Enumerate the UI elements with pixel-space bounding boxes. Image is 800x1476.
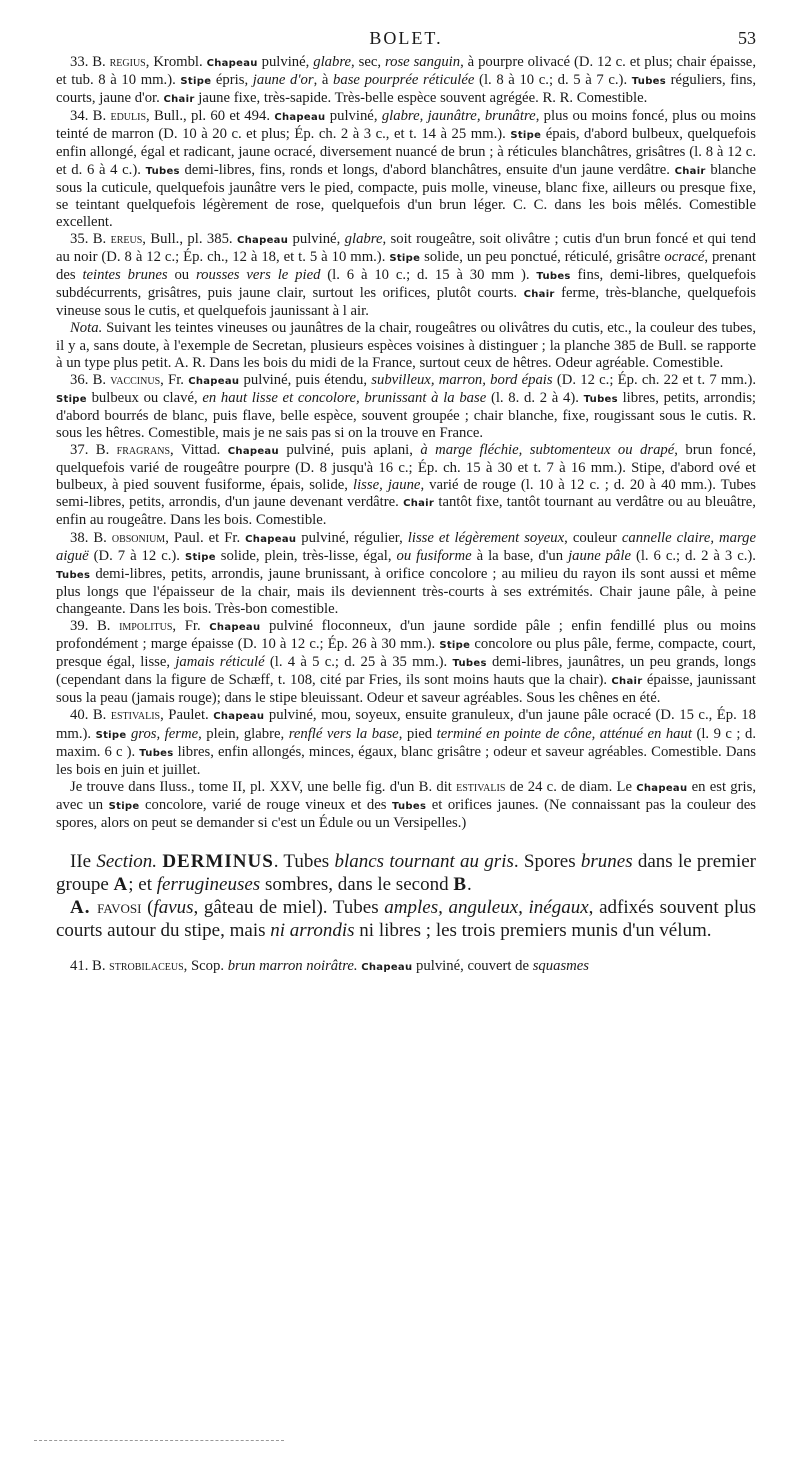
italic-text: lisse et légèrement soyeux <box>407 529 565 546</box>
organ-keyword: Chapeau <box>245 533 297 545</box>
italic-text: brun marron noirâtre. <box>227 958 358 975</box>
text-run: , gâteau de miel). Tubes <box>193 897 385 919</box>
section-intro <box>56 850 756 896</box>
organ-keyword: Stipe <box>184 551 216 563</box>
organ-keyword: Chair <box>674 165 706 177</box>
text-run: ni libres ; les trois premiers munis d'un vélum. <box>354 920 712 942</box>
species-epithet: fragrans <box>116 442 171 459</box>
italic-text: rousses vers le pied <box>196 267 321 284</box>
organ-keyword: Chair <box>403 498 435 510</box>
species-epithet: strobilaceus <box>109 958 184 975</box>
text-run: (D. 12 c.; Ép. ch. 22 et t. 7 mm.). <box>552 371 757 388</box>
italic-text: ou fusiforme <box>396 547 472 564</box>
italic-text: ocracé <box>664 249 705 266</box>
text-run: et orifices jaunes. (Ne connaissant pas la couleur des spores, alors on peut se demander si c'est un Édule ou un Versipelles.) <box>56 796 757 832</box>
note-paragraph <box>56 320 756 371</box>
italic-text: glabre, jaunâtre, brunâtre <box>381 108 536 125</box>
section-heading-text: A. <box>70 897 98 919</box>
text-run: , Paul. et Fr. <box>165 529 246 546</box>
organ-keyword: Tubes <box>631 76 666 88</box>
text-run: ou <box>167 267 196 284</box>
organ-keyword: Tubes <box>536 271 571 283</box>
species-entry-34 <box>56 108 756 231</box>
text-run: IIe <box>70 851 97 873</box>
text-run: libres, petits, arrondis; d'abord bourrés de blanc, puis flave, belle espèce, souvent groupée ; chair blanche, fixe, rougissant sous le cutis. R. sous les hêtres. Comestible, mais je ne sais pas si on la trouve en France. <box>56 389 756 441</box>
text-run: pulviné, mou, soyeux, ensuite granuleux, d'un jaune pâle ocracé (D. 15 c., Ép. 18 mm.). <box>56 707 756 742</box>
species-epithet: regius <box>109 54 146 70</box>
species-entry-36 <box>56 372 756 442</box>
text-run: en est gris, avec un <box>56 778 756 813</box>
text-run: , couleur <box>564 529 622 546</box>
organ-keyword: Chair <box>523 289 555 301</box>
text-run: (D. 7 à 12 c.). <box>88 547 185 564</box>
organ-keyword: Stipe <box>439 640 471 652</box>
italic-text: rose sanguin <box>384 54 461 70</box>
text-run: 38. B. <box>70 529 112 546</box>
text-run: concolore, varié de rouge vineux et des <box>139 796 392 813</box>
text-run: . Tubes <box>273 851 335 873</box>
species-epithet: edulis <box>110 108 147 125</box>
italic-text: blancs tournant au gris <box>334 851 514 873</box>
text-run: épais, d'abord bulbeux, quelquefois enfin allongé, égal et radicant, jaune ocracé, diversement nuancé de brun ; à réticules blanchâtres, grisâtres (l. 8 à 12 c. et d. 6 à 4 c.). <box>56 126 756 178</box>
text-run: pulviné floconneux, d'un jaune sordide pâle ; enfin fendillé plus ou moins profondément ; marge épaisse (D. 10 à 12 c.; Ép. 26 à 30 mm.). <box>56 618 757 653</box>
species-entry-33 <box>56 54 756 108</box>
organ-keyword: Chapeau <box>209 622 261 633</box>
text-run: 39. B. <box>70 618 120 634</box>
footer-rule <box>34 1440 284 1441</box>
organ-keyword: Chapeau <box>237 234 289 246</box>
species-entry-38 <box>56 530 756 618</box>
organ-keyword: Tubes <box>139 747 174 759</box>
species-entry-41 <box>56 958 756 976</box>
organ-keyword: Chapeau <box>636 782 688 794</box>
text-run: demi-libres, fins, ronds et longs, d'abord blanchâtres, ensuite d'un jaune verdâtre. <box>179 161 675 178</box>
text-run: de 24 c. de diam. Le <box>505 778 637 795</box>
running-title: BOLET. <box>369 28 443 48</box>
organ-keyword: Tubes <box>145 165 180 177</box>
text-run: réguliers, fins, courts, jaune d'or. <box>56 72 756 107</box>
text-run: , soit rougeâtre, soit olivâtre ; cutis d'un brun foncé et qui tend au noir (D. 8 à 12 c.; Ép. ch., 12 à 18, et t. 5 à 10 mm.). <box>56 230 756 266</box>
text-run: (l. 4 à 5 c.; d. 25 à 35 mm.). <box>264 654 453 671</box>
text-run: , Fr. <box>172 618 210 634</box>
italic-text: renflé vers la base <box>288 725 399 742</box>
species-epithet: impolitus <box>119 618 173 634</box>
organ-keyword: Chapeau <box>206 58 258 69</box>
text-run: (l. 6 à 10 c.; d. 15 à 30 mm ). <box>320 267 537 284</box>
organ-keyword: Stipe <box>108 800 140 812</box>
text-run: , plus ou moins foncé, plus ou moins teinté de marron (D. 10 à 20 c. et plus; Ép. ch. 2 à 3 c., et t. 14 à 25 mm.). <box>56 108 757 143</box>
species-entries <box>56 54 756 832</box>
text-run: , Bull., pl. 385. <box>142 230 237 247</box>
text-run: solide, plein, très-lisse, égal, <box>215 547 397 564</box>
text-run: épris, <box>211 72 253 89</box>
text-run: , Fr. <box>160 371 189 388</box>
text-run: pulviné, puis aplani, <box>278 442 421 459</box>
section-heading-text: DERMINUS <box>162 851 274 873</box>
text-run: , adfixés souvent plus courts autour du stipe, mais <box>56 897 756 942</box>
text-run: 35. B. <box>70 230 111 247</box>
species-epithet: ereus <box>110 230 143 247</box>
text-run: , prenant des <box>56 249 757 284</box>
italic-text: subvilleux, marron, bord épais <box>371 371 553 388</box>
text-run: tantôt fixe, tantôt tournant au verdâtre ou au bleuâtre, enfin au rougeâtre. Dans les bois. Comestible. <box>56 494 756 529</box>
species-epithet: favosi <box>97 897 142 919</box>
italic-text: glabre <box>344 230 383 247</box>
organ-keyword: Chair <box>163 94 195 106</box>
italic-text: amples, anguleux, inégaux <box>384 897 589 919</box>
text-run: jaune fixe, très-sapide. Très-belle espèce souvent agrégée. R. R. Comestible. <box>194 90 648 107</box>
text-run: pulviné, régulier, <box>296 529 408 546</box>
text-run: ( <box>141 897 154 919</box>
note-paragraph <box>56 779 756 832</box>
organ-keyword: Chapeau <box>274 112 326 124</box>
text-run: pulviné, <box>325 108 382 125</box>
text-run: Suivant les teintes vineuses ou jaunâtres de la chair, rougeâtres ou olivâtres du cutis, etc., la couleur des tubes, il y a, sans doute, à l'exemple de Secretan, plusieurs espèces voisines à distinguer ; la planche 385 de Bull. se rapporte à un type plus petit. A. R. Dans les bois du midi de la France, surtout ceux de hêtres. Odeur agréable. Comestible. <box>56 320 756 371</box>
organ-keyword: Stipe <box>56 393 87 405</box>
text-run: blanche sous la cuticule, quelquefois jaunâtre vers le pied, compacte, puis molle, vineuse, blanc fixe, ailleurs ou presque fixe, se teintant quelquefois légèrement de rose, quelquefois d'un brun léger. C. C. dans les bois mêlés. Comestible excellent. <box>56 161 757 230</box>
italic-text: ni arrondis <box>270 920 355 942</box>
organ-keyword: Chapeau <box>361 962 413 974</box>
text-run: . <box>467 874 472 896</box>
text-run: , plein, glabre, <box>198 725 289 742</box>
italic-text: en haut lisse et concolore, brunissant à la base <box>202 389 487 406</box>
text-run: pulviné, couvert de <box>412 958 533 975</box>
text-run: libres, enfin allongés, minces, égaux, blanc grisâtre ; odeur et saveur agréables. Comestible. Dans les bois en juin et juillet. <box>56 743 757 778</box>
italic-text: ferrugineuses <box>156 874 261 896</box>
text-run: à la base, d'un <box>471 547 569 564</box>
organ-keyword: Tubes <box>583 393 618 405</box>
organ-keyword: Chapeau <box>227 446 279 458</box>
page-header <box>56 0 756 54</box>
italic-text: Section. <box>96 851 158 873</box>
italic-text: glabre <box>313 54 352 70</box>
text-run: 41. B. <box>70 958 110 975</box>
italic-text: teintes brunes <box>82 267 168 284</box>
text-run: ferme, très-blanche, quelquefois vineuse sous le cutis, et quelquefois jaunissant à l air. <box>56 285 756 320</box>
organ-keyword: Chair <box>611 676 643 688</box>
organ-keyword: Chapeau <box>213 711 265 723</box>
organ-keyword: Tubes <box>56 569 91 581</box>
italic-text: cannelle claire, marge aiguë <box>56 529 757 564</box>
text-run: Je trouve dans Iluss., tome II, pl. XXV, une belle fig. d'un B. dit <box>70 778 457 795</box>
text-run: fins, demi-libres, quelquefois subdécurrents, grisâtres, puis jaune clair, surtout les orifices, plutôt courts. <box>56 267 756 302</box>
italic-text: jaune d'or <box>252 72 314 89</box>
species-entry-39 <box>56 618 756 707</box>
text-run: sombres, dans le second <box>260 874 454 896</box>
species-entry-37 <box>56 442 756 529</box>
italic-text: squasmes <box>532 958 590 975</box>
text-run: , Vittad. <box>170 442 228 459</box>
organ-keyword: Stipe <box>389 253 421 265</box>
group-a-description <box>56 896 756 942</box>
text-run: 34. B. <box>70 108 111 125</box>
species-epithet: estivalis <box>456 778 506 795</box>
italic-text: terminé en pointe de cône, atténué en haut <box>436 725 692 742</box>
organ-keyword: Stipe <box>95 729 127 741</box>
text-run: , sec, <box>351 54 385 70</box>
text-run: , à <box>313 72 334 89</box>
text-run: 36. B. <box>70 371 111 388</box>
text-run: , pied <box>398 725 437 742</box>
italic-text: favus <box>153 897 194 919</box>
species-epithet: estivalis <box>110 707 161 724</box>
text-run: épaisse, jaunissant sous la peau (jamais rouge); dans le stipe bleuissant. Odeur et saveur agréables. Sous les chênes en été. <box>56 672 757 707</box>
organ-keyword: Tubes <box>452 658 487 670</box>
text-run: dans le premier groupe <box>56 851 757 896</box>
organ-keyword: Chapeau <box>188 375 240 387</box>
text-run: demi-libres, petits, arrondis, jaune brunissant, à orifice concolore ; au milieu du rayon ils sont aussi et même plus longs que l'épaisseur de la chair, mais ils deviennent très-courts à ses extrémités. Chair jaune pâle, à peine changeante. Dans les bois. Très-bon comestible. <box>56 565 756 617</box>
organ-keyword: Stipe <box>180 76 212 88</box>
text-run: solide, un peu ponctué, réticulé, grisâtre <box>420 249 665 266</box>
text-run: demi-libres, jaunâtres, un peu grands, longs (cependant dans la figure de Schæff, t. 108, cité par Fries, ils sont moins hauts que la chair). <box>56 654 756 689</box>
text-run: concolore ou plus pâle, ferme, compacte, court, presque égal, lisse, <box>56 636 756 671</box>
species-epithet: obsonium <box>111 529 166 546</box>
text-run: ; et <box>128 874 157 896</box>
text-run: , Scop. <box>183 958 228 975</box>
text-run: (l. 8 à 10 c.; d. 5 à 7 c.). <box>474 72 632 89</box>
text-run: , brun foncé, quelquefois varié de rougeâtre pourpre (D. 8 jusqu'à 16 c.; Ép. ch. 15 à 30 et t. 7 à 16 mm.). Stipe, d'abord ové et bulbeux, à pied souvent fusiforme, épais, solide, <box>56 442 756 494</box>
text-run: , varié de rouge (l. 10 à 12 c. ; d. 20 à 40 mm.). Tubes semi-libres, petits, arrondis, d'un jaune devenant verdâtre. <box>56 477 756 511</box>
italic-text: lisse, jaune <box>353 477 421 494</box>
text-run: , Krombl. <box>145 54 207 70</box>
species-epithet: vaccinus <box>110 371 161 388</box>
italic-text: brunes <box>580 851 633 873</box>
section-derminus <box>56 850 756 942</box>
text-run: pulviné, puis étendu, <box>239 371 372 388</box>
text-run: (l. 8. d. 2 à 4). <box>486 389 584 406</box>
text-run: . Spores <box>513 851 581 873</box>
italic-text: jaune pâle <box>568 547 631 564</box>
text-run: , Paulet. <box>160 707 214 724</box>
text-run: (l. 6 c.; d. 2 à 3 c.). <box>630 547 756 564</box>
text-run: , à pourpre olivacé (D. 12 c. et plus; chair épaisse, et tub. 8 à 10 mm.). <box>56 54 756 89</box>
organ-keyword: Tubes <box>391 800 427 812</box>
italic-text: Nota. <box>70 320 103 337</box>
text-run: bulbeux ou clavé, <box>86 389 203 406</box>
text-run: (l. 9 c ; d. maxim. 6 c ). <box>56 725 757 760</box>
text-run: 40. B. <box>70 707 111 724</box>
text-run: pulviné, <box>288 230 345 247</box>
text-run: , Bull., pl. 60 et 494. <box>146 108 275 125</box>
section-heading-text: A <box>113 874 129 896</box>
page <box>56 0 756 991</box>
species-entry-35 <box>56 231 756 320</box>
page-number: 53 <box>738 28 756 48</box>
italic-text: à marge fléchie, subtomenteux ou drapé <box>420 442 675 459</box>
italic-text: gros, ferme <box>130 725 199 742</box>
italic-text: base pourprée réticulée <box>333 72 475 89</box>
species-entry-40 <box>56 707 756 778</box>
text-run: 37. B. <box>70 442 117 459</box>
section-heading-text: B <box>453 874 468 896</box>
text-run: pulviné, <box>257 54 314 70</box>
italic-text: jamais réticulé <box>175 654 265 671</box>
organ-keyword: Stipe <box>510 130 542 142</box>
text-run: 33. B. <box>70 54 110 70</box>
